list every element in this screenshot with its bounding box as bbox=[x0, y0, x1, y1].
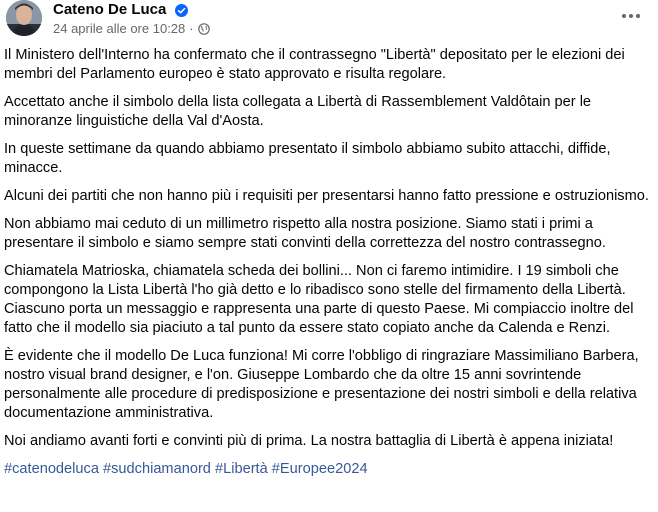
hashtag-list bbox=[4, 460, 649, 479]
author-link[interactable] bbox=[53, 0, 188, 20]
globe-icon[interactable] bbox=[198, 23, 210, 35]
post-paragraph: Chiamatela Matrioska, chiamatela scheda dei bollini... Non ci faremo intimidire. I 19 simboli che compongono la Lista Libertà l'ho già detto e lo ribadisco sono stelle del firmamento della Libertà. Ciascuno porta un messaggio e rappresenta una parte di questo Paese. Mi compiaccio inoltre del fatto che il modello sia piaciuto a tal punto da essere stato copiato anche da Calenda e Renzi. bbox=[4, 263, 634, 336]
meta-separator: · bbox=[189, 21, 194, 36]
post-paragraph: Non abbiamo mai ceduto di un millimetro rispetto alla nostra posizione. Siamo stati i primi a presentare il simbolo e siamo sempre stati convinti della correttezza del nostro contrassegno. bbox=[4, 216, 606, 251]
more-horizontal-icon bbox=[621, 13, 641, 19]
hashtag-link[interactable]: #catenodeluca bbox=[4, 461, 99, 477]
author-name[interactable]: Cateno De Luca bbox=[53, 1, 167, 19]
post-paragraph: Accettato anche il simbolo della lista collegata a Libertà di Rassemblement Valdôtain per le minoranze linguistiche della Val d'Aosta. bbox=[4, 94, 592, 129]
post-paragraph: È evidente che il modello De Luca funziona! Mi corre l'obbligo di ringraziare Massimiliano Barbera, nostro visual brand designer, e l'on. Giuseppe Lombardo che da oltre 15 anni sovrintende personalmente alle procedure di predisposizione e presentazione dei nostri simboli e della relativa documentazione amministrativa. bbox=[4, 348, 639, 421]
hashtag-link[interactable]: #Libertà bbox=[214, 461, 268, 477]
post-meta bbox=[53, 21, 210, 37]
more-options-button[interactable] bbox=[616, 3, 646, 29]
post-message bbox=[4, 46, 649, 488]
post-paragraph: Il Ministero dell'Interno ha confermato che il contrassegno "Libertà" depositato per le elezioni dei membri del Parlamento europeo è stato approvato e risulta regolare. bbox=[4, 47, 625, 82]
post-paragraph: Noi andiamo avanti forti e convinti più di prima. La nostra battaglia di Libertà è appena iniziata! bbox=[4, 433, 614, 449]
author-avatar[interactable] bbox=[6, 0, 42, 36]
post-paragraph: In queste settimane da quando abbiamo presentato il simbolo abbiamo subito attacchi, diffide, minacce. bbox=[4, 141, 611, 176]
hashtag-link[interactable]: #sudchiamanord bbox=[103, 461, 211, 477]
post-timestamp[interactable]: 24 aprile alle ore 10:28 bbox=[53, 21, 186, 36]
avatar-image bbox=[6, 0, 42, 36]
hashtag-link[interactable]: #Europee2024 bbox=[271, 461, 368, 477]
post-paragraph: Alcuni dei partiti che non hanno più i requisiti per presentarsi hanno fatto pressione e ostruzionismo. bbox=[4, 188, 649, 204]
post-header bbox=[0, 0, 658, 40]
verified-badge-icon bbox=[175, 4, 188, 17]
